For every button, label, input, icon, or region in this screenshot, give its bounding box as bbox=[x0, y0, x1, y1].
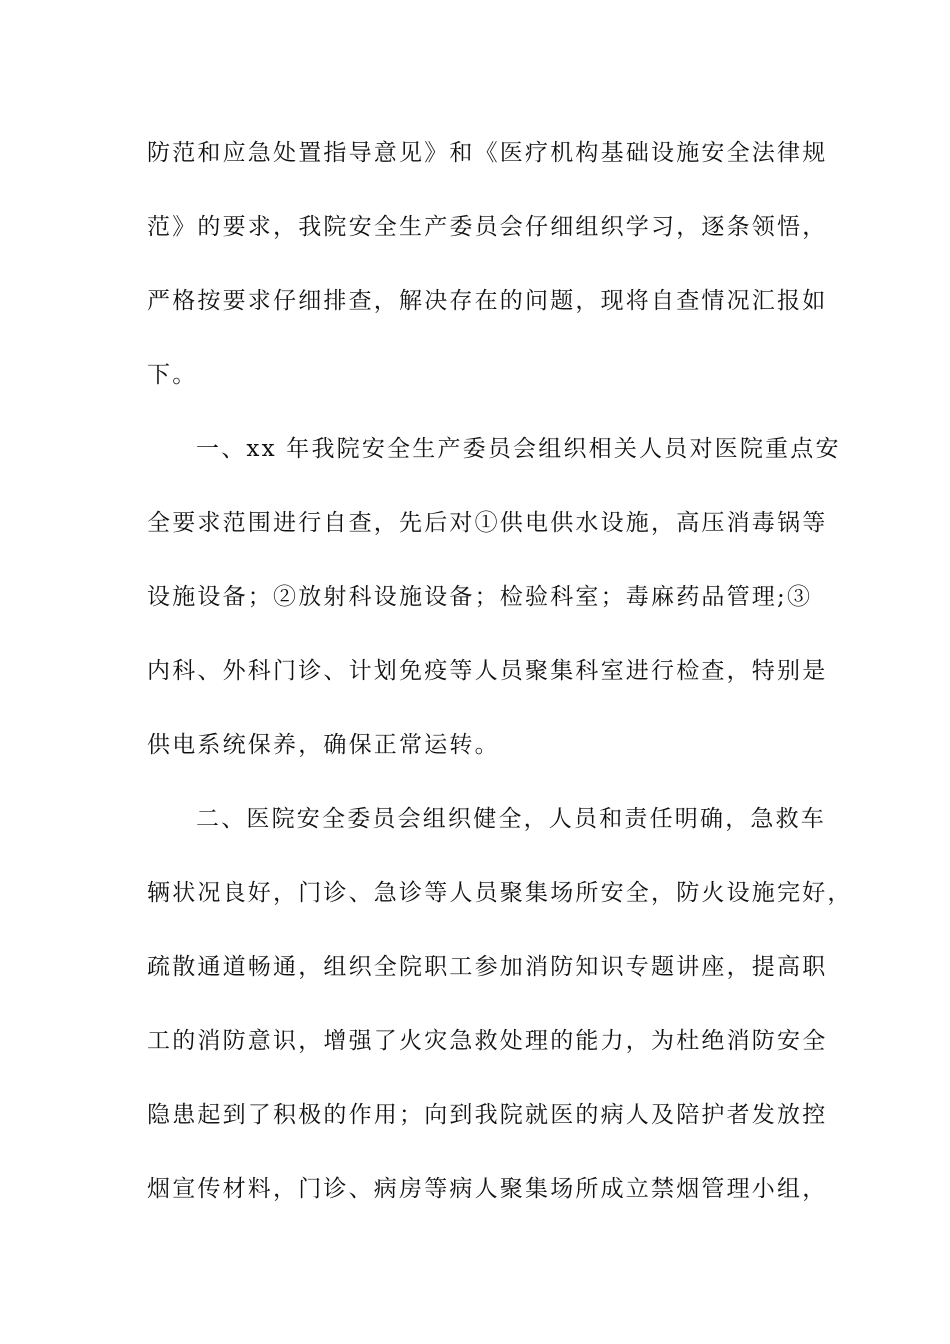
text-line: 隐患起到了积极的作用；向到我院就医的病人及陪护者发放控 bbox=[147, 1102, 828, 1128]
text-line: 全要求范围进行自查，先后对①供电供水设施，高压消毒锅等 bbox=[147, 510, 828, 536]
text-line: 供电系统保养，确保正常运转。 bbox=[147, 732, 500, 758]
text-line: 设施设备；②放射科设施设备；检验科室；毒麻药品管理;③ bbox=[147, 584, 813, 610]
text-line: 严格按要求仔细排查，解决存在的问题，现将自查情况汇报如 bbox=[147, 288, 828, 314]
text-line: 辆状况良好，门诊、急诊等人员聚集场所安全，防火设施完好， bbox=[147, 880, 853, 906]
text-line: 工的消防意识，增强了火灾急救处理的能力，为杜绝消防安全 bbox=[147, 1028, 828, 1054]
text-line: 下。 bbox=[147, 362, 198, 388]
text-line: 内科、外科门诊、计划免疫等人员聚集科室进行检查，特别是 bbox=[147, 658, 828, 684]
text-line: 烟宣传材料，门诊、病房等病人聚集场所成立禁烟管理小组， bbox=[147, 1176, 828, 1202]
text-line: 范》的要求，我院安全生产委员会仔细组织学习，逐条领悟， bbox=[147, 214, 828, 240]
text-line: 防范和应急处置指导意见》和《医疗机构基础设施安全法律规 bbox=[147, 140, 828, 166]
paragraph-1-first-line: 一、xx 年我院安全生产委员会组织相关人员对医院重点安 bbox=[196, 436, 841, 462]
paragraph-2-first-line: 二、医院安全委员会组织健全，人员和责任明确，急救车 bbox=[196, 806, 826, 832]
text-line: 疏散通道畅通，组织全院职工参加消防知识专题讲座，提高职 bbox=[147, 954, 828, 980]
